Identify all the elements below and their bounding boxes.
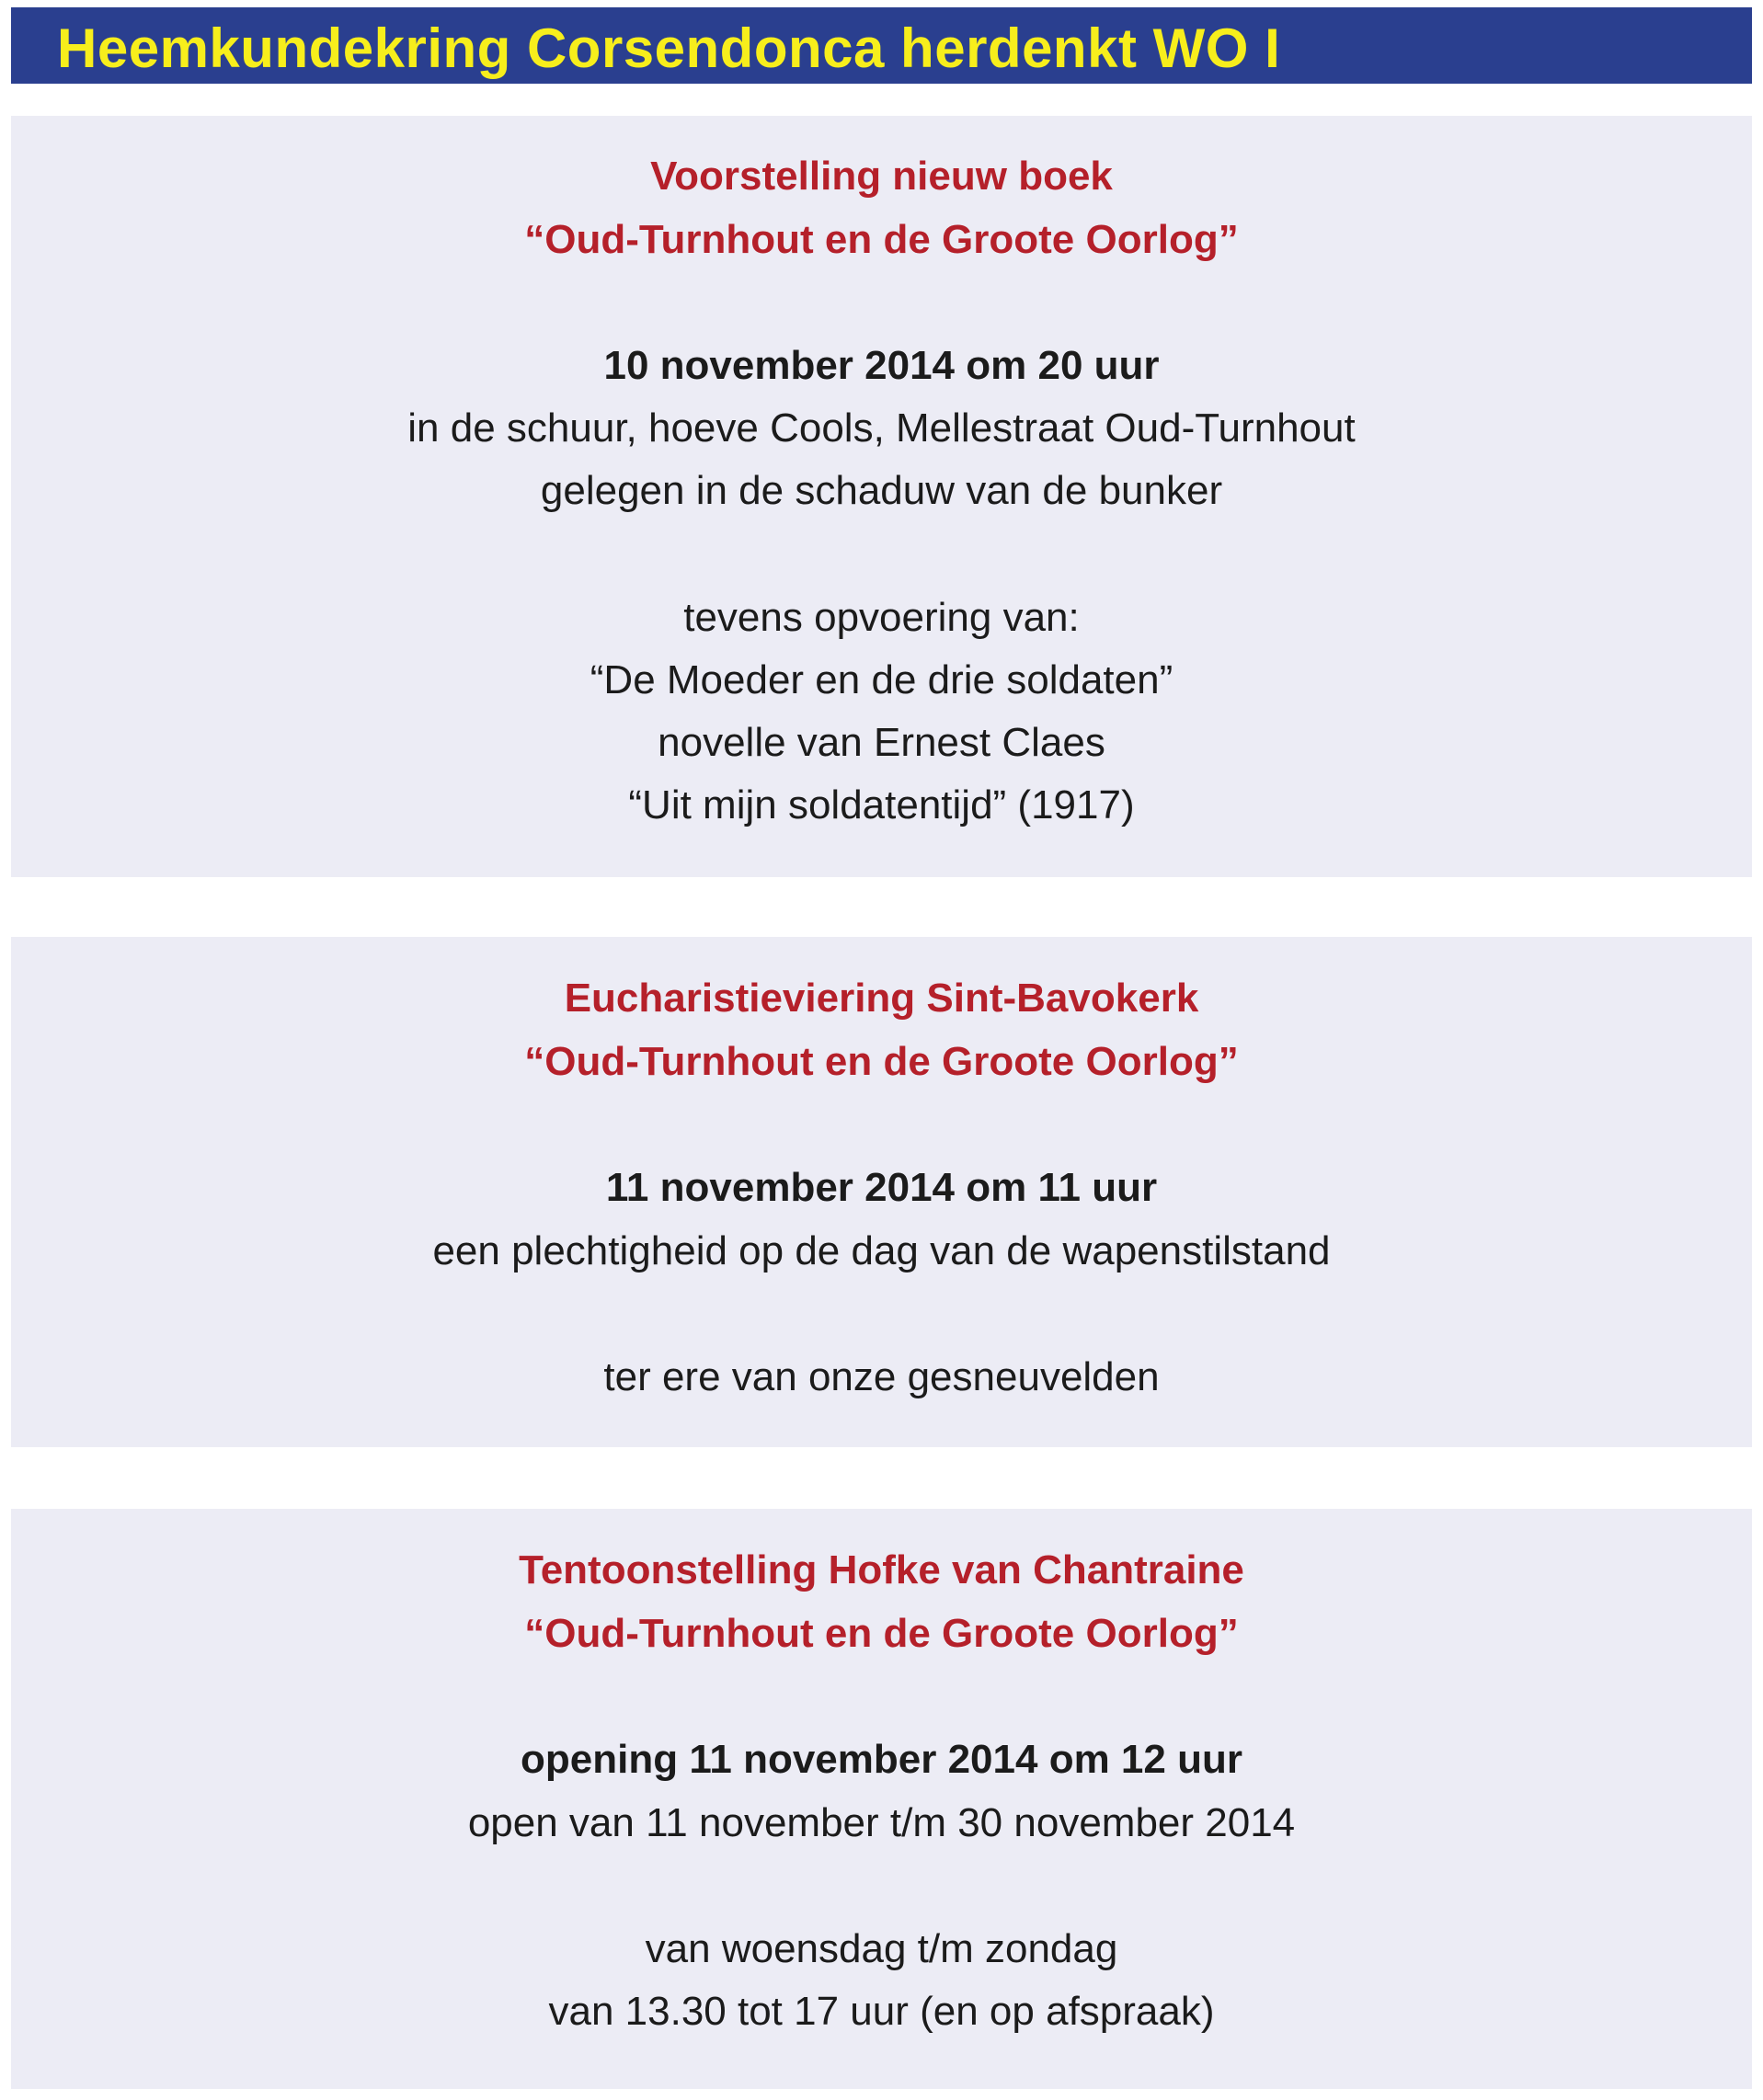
event-heading: Eucharistieviering Sint-Bavokerk (564, 976, 1199, 1021)
event-detail: gelegen in de schaduw van de bunker (540, 468, 1223, 513)
event-date: opening 11 november 2014 om 12 uur (521, 1737, 1242, 1782)
event-detail: ter ere van onze gesneuvelden (603, 1354, 1160, 1399)
event-detail: novelle van Ernest Claes (658, 720, 1105, 765)
event-subheading: “Oud-Turnhout en de Groote Oorlog” (524, 217, 1239, 262)
event-detail: van 13.30 tot 17 uur (en op afspraak) (548, 1989, 1215, 2034)
event-heading: Tentoonstelling Hofke van Chantraine (519, 1547, 1244, 1592)
event-detail: een plechtigheid op de dag van de wapenstilstand (432, 1228, 1331, 1273)
event-detail: van woensdag t/m zondag (645, 1926, 1118, 1971)
event-detail: “De Moeder en de drie soldaten” (590, 657, 1173, 702)
event-heading: Voorstelling nieuw boek (650, 154, 1113, 199)
event-date: 11 november 2014 om 11 uur (605, 1165, 1158, 1210)
event-detail: in de schuur, hoeve Cools, Mellestraat Oud-Turnhout (407, 405, 1356, 451)
event-subheading: “Oud-Turnhout en de Groote Oorlog” (524, 1611, 1239, 1656)
header-bar (11, 7, 1752, 84)
event-panel-exhibition (11, 1509, 1752, 2089)
event-subheading: “Oud-Turnhout en de Groote Oorlog” (524, 1039, 1239, 1084)
event-panel-book-presentation (11, 116, 1752, 877)
event-panel-eucharist (11, 937, 1752, 1447)
event-date: 10 november 2014 om 20 uur (603, 343, 1160, 388)
event-detail: “Uit mijn soldatentijd” (1917) (628, 782, 1135, 827)
event-detail: open van 11 november t/m 30 november 2014 (467, 1800, 1296, 1845)
event-detail: tevens opvoering van: (683, 595, 1080, 640)
page-title: Heemkundekring Corsendonca herdenkt WO I (57, 17, 1281, 79)
